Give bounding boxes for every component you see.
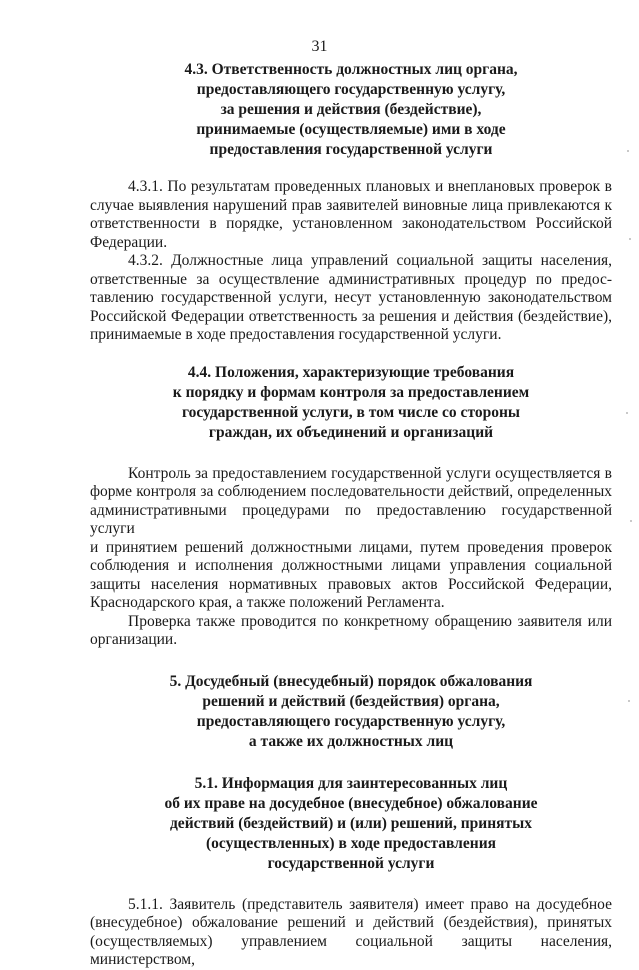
heading-line: предоставляющего государственную услугу, [196, 81, 506, 98]
paragraph-line: организации. [90, 631, 178, 648]
paragraph-line: и принятием решений должностными лицами, путем проведения проверок [90, 538, 612, 556]
paragraph-line: 4.3.2. Должностные лица управлений социальной защиты населения, [128, 252, 612, 269]
paragraph-line: форме контроля за соблюдением последовательности действий, определенных [90, 483, 612, 500]
section-5-heading [90, 672, 612, 752]
heading-line: 4.4. Положения, характеризующие требования [187, 363, 515, 381]
heading-line: государственной услуги [267, 854, 435, 872]
paragraph-line: (осуществляемых) управлением социальной защиты населения, министерством, [90, 932, 612, 968]
paragraph-4-3-1 [90, 178, 612, 252]
heading-line: за решения и действия (бездействие), [220, 101, 482, 118]
heading-line: предоставления государственной услуги [209, 141, 493, 158]
paragraph-line: административными процедурами по предоставлению государственной услуги [90, 501, 612, 537]
paragraph-line: ответственности в порядке, установленном законодательством Российской [90, 215, 612, 232]
paragraph-line: Российской Федерации ответственность за решения и действия (бездействие), [90, 307, 612, 325]
paragraph-line: Контроль за предоставлением государственной услуги осуществляется в [128, 464, 612, 482]
paragraph-line: 5.1.1. Заявитель (представитель заявителя) имеет право на досудебное [128, 895, 612, 913]
heading-line: 5.1. Информация для заинтересованных лиц [194, 774, 508, 792]
paragraph-line: (внесудебное) обжалование решений и действий (бездействия), принятых [90, 914, 612, 931]
scan-speck [627, 150, 629, 152]
heading-line: к порядку и формам контроля за предоставлением [172, 383, 530, 401]
heading-line: об их праве на досудебное (внесудебное) обжалование [164, 794, 538, 812]
scan-speck [630, 520, 632, 522]
paragraph-line: принимаемые в ходе предоставления государственной услуги. [90, 326, 502, 343]
scan-speck [626, 412, 628, 414]
page-number: 31 [311, 38, 328, 55]
paragraph-line: защиты населения нормативных правовых актов Российской Федерации, [90, 575, 612, 593]
paragraph-line: соблюдения и исполнения должностными лицами управления социальной [90, 557, 612, 574]
heading-line: принимаемые (осуществляемые) ими в ходе [196, 121, 506, 138]
paragraph-5-1-1 [90, 896, 612, 970]
paragraph-line: ответственные за осуществление административных процедур по предос- [90, 270, 612, 288]
paragraph-control [90, 465, 612, 613]
paragraph-4-3-2 [90, 252, 612, 345]
paragraph-line: Проверка также проводится по конкретному обращению заявителя или [128, 612, 612, 630]
scan-speck [628, 700, 630, 702]
heading-line: (осуществленных) в ходе предоставления [205, 834, 497, 852]
paragraph-line: случае выявления нарушений прав заявителей виновные лица привлекаются к [90, 196, 612, 214]
section-4-3-heading [90, 60, 612, 160]
heading-line: а также их должностных лиц [248, 732, 454, 750]
section-4-4-heading [90, 363, 612, 443]
section-5-1-heading [90, 774, 612, 874]
paragraph-check [90, 613, 612, 650]
heading-line: 4.3. Ответственность должностных лиц органа, [184, 61, 518, 78]
paragraph-line: 4.3.1. По результатам проведенных плановых и внеплановых проверок в [128, 178, 612, 195]
document-body [90, 60, 612, 970]
heading-line: предоставляющего государственную услугу, [196, 712, 506, 730]
scan-speck [629, 238, 631, 240]
heading-line: действий (бездействий) и (или) решений, принятых [169, 814, 533, 832]
heading-line: государственной услуги, в том числе со стороны [181, 403, 521, 421]
heading-line: граждан, их объединений и организаций [208, 423, 494, 441]
paragraph-line: Федерации. [90, 233, 168, 251]
heading-line: 5. Досудебный (внесудебный) порядок обжалования [169, 672, 533, 690]
paragraph-line: Краснодарского края, а также положений Регламента. [90, 594, 445, 611]
paragraph-line: тавлению государственной услуги, несут установленную законодательством [90, 289, 612, 306]
heading-line: решений и действий (бездействия) органа, [202, 692, 500, 710]
